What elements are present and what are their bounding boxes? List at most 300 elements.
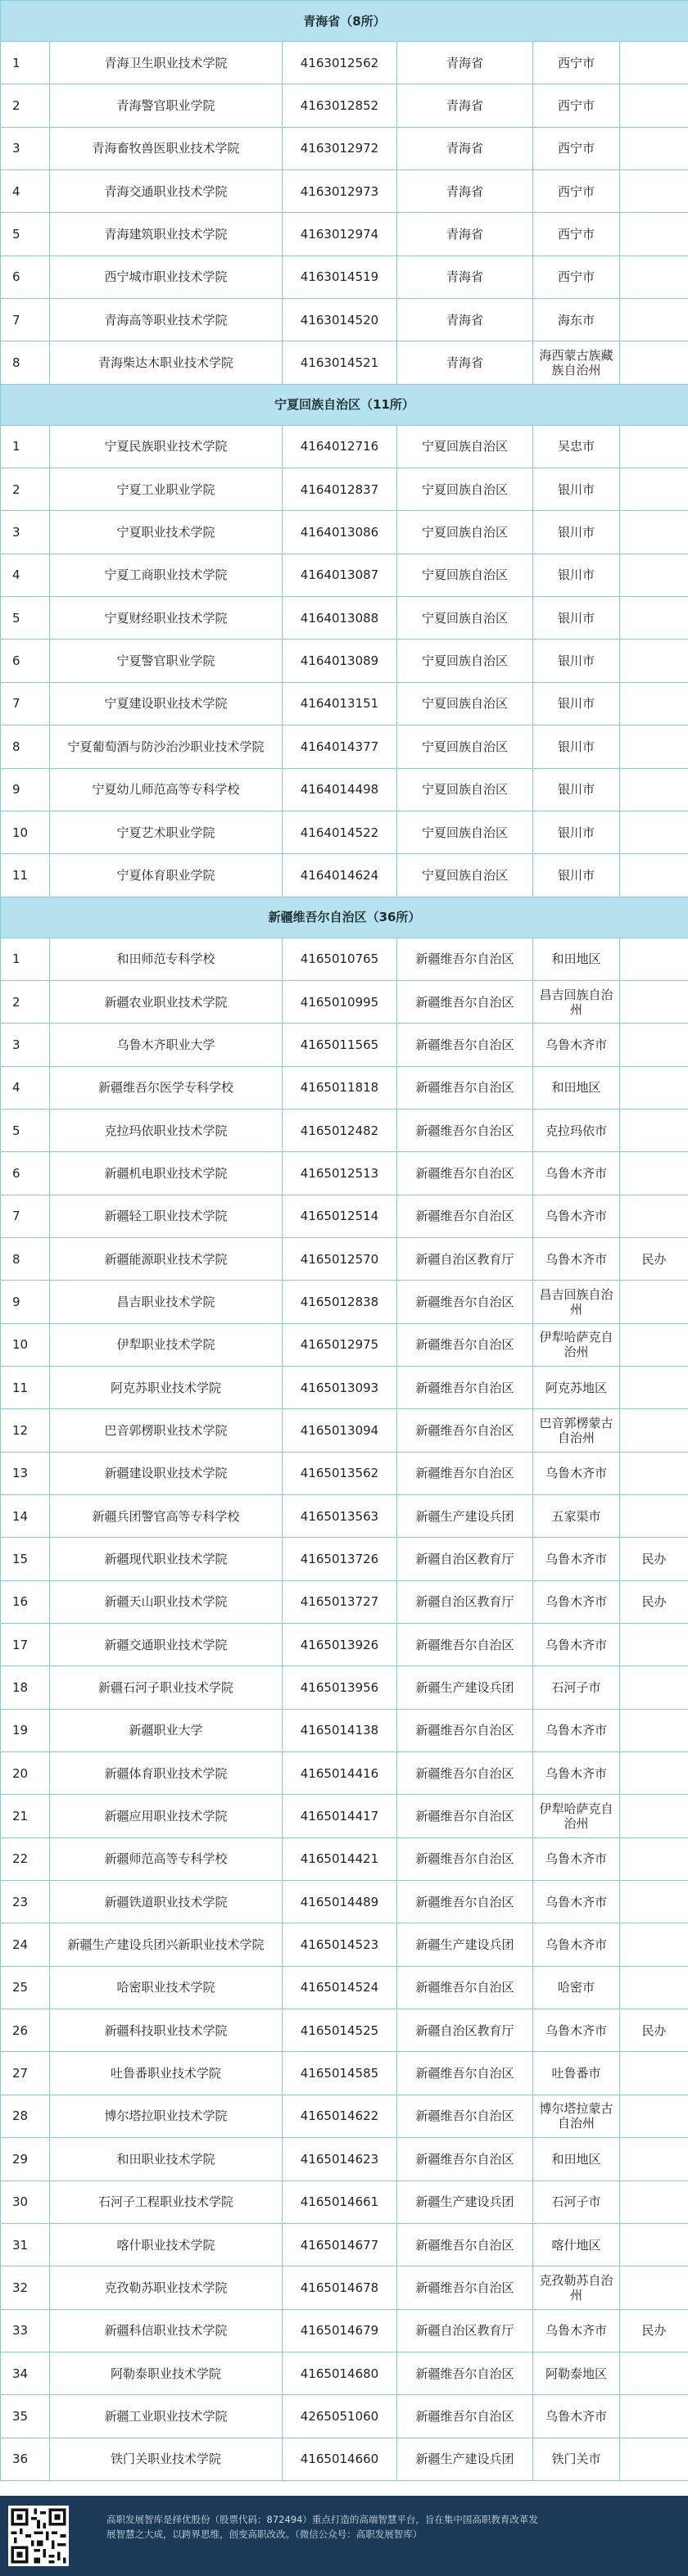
row-index-cell: 34	[1, 2352, 50, 2394]
row-index-cell: 11	[1, 854, 50, 897]
table-row	[1, 255, 688, 298]
table-row	[1, 1237, 688, 1280]
college-name-cell: 新疆维吾尔医学专科学校	[50, 1066, 283, 1109]
city-cell: 乌鲁木齐市	[533, 1538, 620, 1580]
note-cell	[620, 1195, 688, 1237]
note-cell	[620, 1323, 688, 1366]
table-row	[1, 1452, 688, 1494]
city-cell: 伊犁哈萨克自治州	[533, 1323, 620, 1366]
authority-cell: 新疆维吾尔自治区	[397, 1795, 533, 1837]
city-cell: 乌鲁木齐市	[533, 2009, 620, 2052]
college-code-cell: 4164012837	[283, 468, 397, 511]
college-code-cell: 4165014678	[283, 2266, 397, 2309]
note-cell	[620, 1837, 688, 1880]
college-code-cell: 4163012974	[283, 213, 397, 255]
note-cell: 民办	[620, 1580, 688, 1623]
city-cell: 昌吉回族自治州	[533, 1281, 620, 1323]
authority-cell: 新疆自治区教育厅	[397, 1538, 533, 1580]
row-index-cell: 11	[1, 1366, 50, 1408]
college-code-cell: 4163012973	[283, 170, 397, 213]
authority-cell: 宁夏回族自治区	[397, 725, 533, 768]
table-row	[1, 1323, 688, 1366]
city-cell: 乌鲁木齐市	[533, 1152, 620, 1195]
authority-cell: 青海省	[397, 170, 533, 213]
table-row	[1, 639, 688, 682]
note-cell	[620, 1281, 688, 1323]
college-name-cell: 宁夏民族职业技术学院	[50, 425, 283, 468]
city-cell: 伊犁哈萨克自治州	[533, 1795, 620, 1837]
row-index-cell: 19	[1, 1709, 50, 1751]
college-name-cell: 宁夏工业职业学院	[50, 468, 283, 511]
row-index-cell: 33	[1, 2309, 50, 2352]
authority-cell: 新疆维吾尔自治区	[397, 1409, 533, 1452]
note-cell	[620, 980, 688, 1023]
city-cell: 银川市	[533, 682, 620, 725]
college-name-cell: 新疆交通职业技术学院	[50, 1624, 283, 1666]
college-code-cell: 4165013726	[283, 1538, 397, 1580]
college-name-cell: 新疆体育职业技术学院	[50, 1752, 283, 1795]
college-code-cell: 4164012716	[283, 425, 397, 468]
college-name-cell: 新疆兵团警官高等专科学校	[50, 1495, 283, 1538]
row-index-cell: 1	[1, 938, 50, 980]
city-cell: 和田地区	[533, 1066, 620, 1109]
table-row	[1, 1024, 688, 1066]
college-code-cell: 4165012975	[283, 1323, 397, 1366]
note-cell	[620, 2438, 688, 2480]
college-name-cell: 新疆生产建设兵团兴新职业技术学院	[50, 1923, 283, 1966]
authority-cell: 青海省	[397, 84, 533, 127]
table-row	[1, 2266, 688, 2309]
city-cell: 五家渠市	[533, 1495, 620, 1538]
note-cell	[620, 1366, 688, 1408]
city-cell: 乌鲁木齐市	[533, 1837, 620, 1880]
authority-cell: 新疆维吾尔自治区	[397, 1109, 533, 1151]
authority-cell: 青海省	[397, 255, 533, 298]
table-row	[1, 2095, 688, 2137]
authority-cell: 新疆生产建设兵团	[397, 1666, 533, 1709]
college-name-cell: 铁门关职业技术学院	[50, 2438, 283, 2480]
note-cell	[620, 554, 688, 596]
table-row	[1, 299, 688, 341]
college-name-cell: 青海卫生职业技术学院	[50, 42, 283, 84]
table-row	[1, 1538, 688, 1580]
city-cell: 吴忠市	[533, 425, 620, 468]
college-code-cell: 4164013088	[283, 597, 397, 639]
city-cell: 哈密市	[533, 1966, 620, 2009]
college-name-cell: 昌吉职业技术学院	[50, 1281, 283, 1323]
college-code-cell: 4165014416	[283, 1752, 397, 1795]
college-code-cell: 4163012562	[283, 42, 397, 84]
note-cell: 民办	[620, 1237, 688, 1280]
city-cell: 银川市	[533, 725, 620, 768]
note-cell	[620, 1624, 688, 1666]
footer-line-2: 展智慧之大成，以跨界思维，创变高职改改。（微信公众号：高职发展智库）	[106, 2529, 423, 2540]
authority-cell: 新疆维吾尔自治区	[397, 2395, 533, 2438]
table-row	[1, 1109, 688, 1151]
college-name-cell: 新疆能源职业技术学院	[50, 1237, 283, 1280]
college-name-cell: 宁夏工商职业技术学院	[50, 554, 283, 596]
city-cell: 阿克苏地区	[533, 1366, 620, 1408]
note-cell	[620, 1152, 688, 1195]
college-name-cell: 新疆应用职业技术学院	[50, 1795, 283, 1837]
note-cell	[620, 127, 688, 169]
city-cell: 银川市	[533, 468, 620, 511]
city-cell: 西宁市	[533, 170, 620, 213]
authority-cell: 新疆自治区教育厅	[397, 2309, 533, 2352]
authority-cell: 宁夏回族自治区	[397, 468, 533, 511]
note-cell	[620, 1709, 688, 1751]
college-name-cell: 青海畜牧兽医职业技术学院	[50, 127, 283, 169]
college-code-cell: 4165013956	[283, 1666, 397, 1709]
row-index-cell: 36	[1, 2438, 50, 2480]
note-cell	[620, 597, 688, 639]
table-row	[1, 425, 688, 468]
row-index-cell: 9	[1, 768, 50, 811]
note-cell	[620, 1109, 688, 1151]
authority-cell: 新疆维吾尔自治区	[397, 1152, 533, 1195]
city-cell: 西宁市	[533, 127, 620, 169]
city-cell: 和田地区	[533, 2138, 620, 2181]
note-cell	[620, 1795, 688, 1837]
college-code-cell: 4165010765	[283, 938, 397, 980]
college-name-cell: 宁夏警官职业学院	[50, 639, 283, 682]
city-cell: 西宁市	[533, 255, 620, 298]
authority-cell: 新疆生产建设兵团	[397, 1923, 533, 1966]
note-cell	[620, 1923, 688, 1966]
table-row	[1, 1281, 688, 1323]
row-index-cell: 1	[1, 425, 50, 468]
college-code-cell: 4165014661	[283, 2181, 397, 2223]
city-cell: 阿勒泰地区	[533, 2352, 620, 2394]
city-cell: 银川市	[533, 511, 620, 554]
college-code-cell: 4163014519	[283, 255, 397, 298]
college-code-cell: 4165014417	[283, 1795, 397, 1837]
note-cell	[620, 341, 688, 384]
city-cell: 乌鲁木齐市	[533, 1709, 620, 1751]
table-row	[1, 2181, 688, 2223]
note-cell	[620, 42, 688, 84]
note-cell	[620, 2395, 688, 2438]
college-code-cell: 4165013094	[283, 1409, 397, 1452]
note-cell	[620, 1881, 688, 1923]
table-row	[1, 1923, 688, 1966]
college-name-cell: 新疆建设职业技术学院	[50, 1452, 283, 1494]
table-row	[1, 1666, 688, 1709]
city-cell: 西宁市	[533, 42, 620, 84]
row-index-cell: 4	[1, 170, 50, 213]
authority-cell: 宁夏回族自治区	[397, 554, 533, 596]
college-code-cell: 4164014498	[283, 768, 397, 811]
college-code-cell: 4163012972	[283, 127, 397, 169]
row-index-cell: 8	[1, 725, 50, 768]
college-code-cell: 4165011565	[283, 1024, 397, 1066]
row-index-cell: 3	[1, 1024, 50, 1066]
college-code-cell: 4163014520	[283, 299, 397, 341]
note-cell	[620, 639, 688, 682]
college-code-cell: 4165013926	[283, 1624, 397, 1666]
authority-cell: 新疆维吾尔自治区	[397, 1881, 533, 1923]
note-cell	[620, 854, 688, 897]
college-code-cell: 4165014585	[283, 2052, 397, 2095]
note-cell	[620, 2352, 688, 2394]
college-code-cell: 4165013562	[283, 1452, 397, 1494]
college-code-cell: 4165014660	[283, 2438, 397, 2480]
note-cell	[620, 725, 688, 768]
row-index-cell: 3	[1, 127, 50, 169]
college-code-cell: 4163012852	[283, 84, 397, 127]
college-code-cell: 4165010995	[283, 980, 397, 1023]
row-index-cell: 7	[1, 1195, 50, 1237]
footer-text	[106, 2512, 680, 2542]
college-name-cell: 和田师范专科学校	[50, 938, 283, 980]
note-cell	[620, 2181, 688, 2223]
table-row	[1, 768, 688, 811]
authority-cell: 青海省	[397, 299, 533, 341]
college-name-cell: 新疆农业职业技术学院	[50, 980, 283, 1023]
table-row	[1, 1152, 688, 1195]
college-code-cell: 4165014523	[283, 1923, 397, 1966]
note-cell	[620, 1452, 688, 1494]
college-name-cell: 石河子工程职业技术学院	[50, 2181, 283, 2223]
row-index-cell: 6	[1, 639, 50, 682]
table-row	[1, 511, 688, 554]
row-index-cell: 25	[1, 1966, 50, 2009]
college-name-cell: 和田职业技术学院	[50, 2138, 283, 2181]
table-row	[1, 213, 688, 255]
row-index-cell: 2	[1, 84, 50, 127]
table-row	[1, 1881, 688, 1923]
table-row	[1, 682, 688, 725]
authority-cell: 宁夏回族自治区	[397, 768, 533, 811]
authority-cell: 新疆维吾尔自治区	[397, 1323, 533, 1366]
city-cell: 银川市	[533, 639, 620, 682]
college-code-cell: 4165012514	[283, 1195, 397, 1237]
college-code-cell: 4165014421	[283, 1837, 397, 1880]
authority-cell: 新疆维吾尔自治区	[397, 938, 533, 980]
college-name-cell: 阿克苏职业技术学院	[50, 1366, 283, 1408]
row-index-cell: 7	[1, 299, 50, 341]
city-cell: 乌鲁木齐市	[533, 1624, 620, 1666]
college-name-cell: 新疆科信职业技术学院	[50, 2309, 283, 2352]
college-name-cell: 哈密职业技术学院	[50, 1966, 283, 2009]
table-row	[1, 1495, 688, 1538]
authority-cell: 新疆维吾尔自治区	[397, 980, 533, 1023]
city-cell: 海西蒙古族藏族自治州	[533, 341, 620, 384]
college-name-cell: 宁夏葡萄酒与防沙治沙职业技术学院	[50, 725, 283, 768]
table-row	[1, 2052, 688, 2095]
college-code-cell: 4165013727	[283, 1580, 397, 1623]
row-index-cell: 5	[1, 597, 50, 639]
authority-cell: 新疆维吾尔自治区	[397, 1195, 533, 1237]
row-index-cell: 7	[1, 682, 50, 725]
note-cell	[620, 2095, 688, 2137]
section-header-row	[1, 384, 688, 425]
authority-cell: 新疆维吾尔自治区	[397, 2223, 533, 2266]
college-name-cell: 巴音郭楞职业技术学院	[50, 1409, 283, 1452]
authority-cell: 新疆维吾尔自治区	[397, 1624, 533, 1666]
note-cell	[620, 2138, 688, 2181]
college-name-cell: 新疆天山职业技术学院	[50, 1580, 283, 1623]
city-cell: 银川市	[533, 597, 620, 639]
footer-banner	[0, 2496, 688, 2576]
authority-cell: 宁夏回族自治区	[397, 639, 533, 682]
city-cell: 乌鲁木齐市	[533, 2309, 620, 2352]
row-index-cell: 35	[1, 2395, 50, 2438]
table-row	[1, 2009, 688, 2052]
city-cell: 海东市	[533, 299, 620, 341]
table-row	[1, 1066, 688, 1109]
row-index-cell: 4	[1, 554, 50, 596]
table-row	[1, 597, 688, 639]
college-code-cell: 4164013087	[283, 554, 397, 596]
table-row	[1, 2223, 688, 2266]
college-name-cell: 吐鲁番职业技术学院	[50, 2052, 283, 2095]
college-code-cell: 4165014622	[283, 2095, 397, 2137]
authority-cell: 新疆维吾尔自治区	[397, 2138, 533, 2181]
row-index-cell: 10	[1, 1323, 50, 1366]
college-name-cell: 博尔塔拉职业技术学院	[50, 2095, 283, 2137]
row-index-cell: 9	[1, 1281, 50, 1323]
table-row	[1, 127, 688, 169]
authority-cell: 新疆维吾尔自治区	[397, 1452, 533, 1494]
authority-cell: 青海省	[397, 341, 533, 384]
note-cell: 民办	[620, 2009, 688, 2052]
college-name-cell: 青海高等职业技术学院	[50, 299, 283, 341]
row-index-cell: 18	[1, 1666, 50, 1709]
city-cell: 博尔塔拉蒙古自治州	[533, 2095, 620, 2137]
authority-cell: 宁夏回族自治区	[397, 811, 533, 853]
table-row	[1, 1966, 688, 2009]
section-title: 新疆维吾尔自治区（36所）	[1, 897, 688, 938]
city-cell: 乌鲁木齐市	[533, 1195, 620, 1237]
row-index-cell: 26	[1, 2009, 50, 2052]
row-index-cell: 13	[1, 1452, 50, 1494]
row-index-cell: 29	[1, 2138, 50, 2181]
note-cell	[620, 2266, 688, 2309]
authority-cell: 新疆维吾尔自治区	[397, 1837, 533, 1880]
college-name-cell: 伊犁职业技术学院	[50, 1323, 283, 1366]
table-row	[1, 980, 688, 1023]
row-index-cell: 8	[1, 341, 50, 384]
table-row	[1, 1409, 688, 1452]
city-cell: 乌鲁木齐市	[533, 1881, 620, 1923]
college-name-cell: 新疆铁道职业技术学院	[50, 1881, 283, 1923]
college-code-cell: 4165012838	[283, 1281, 397, 1323]
college-code-cell: 4165014677	[283, 2223, 397, 2266]
college-name-cell: 新疆机电职业技术学院	[50, 1152, 283, 1195]
authority-cell: 青海省	[397, 213, 533, 255]
table-row	[1, 1752, 688, 1795]
row-index-cell: 20	[1, 1752, 50, 1795]
table-row	[1, 42, 688, 84]
authority-cell: 新疆维吾尔自治区	[397, 2052, 533, 2095]
city-cell: 克拉玛依市	[533, 1109, 620, 1151]
authority-cell: 新疆维吾尔自治区	[397, 1366, 533, 1408]
city-cell: 石河子市	[533, 1666, 620, 1709]
city-cell: 石河子市	[533, 2181, 620, 2223]
note-cell	[620, 938, 688, 980]
college-name-cell: 新疆师范高等专科学校	[50, 1837, 283, 1880]
row-index-cell: 3	[1, 511, 50, 554]
college-code-cell: 4165014489	[283, 1881, 397, 1923]
college-code-cell: 4165014623	[283, 2138, 397, 2181]
college-code-cell: 4163014521	[283, 341, 397, 384]
note-cell	[620, 811, 688, 853]
city-cell: 西宁市	[533, 213, 620, 255]
college-name-cell: 宁夏职业技术学院	[50, 511, 283, 554]
college-code-cell: 4164013086	[283, 511, 397, 554]
table-row	[1, 1195, 688, 1237]
note-cell	[620, 1409, 688, 1452]
section-header-row	[1, 1, 688, 42]
authority-cell: 新疆维吾尔自治区	[397, 1024, 533, 1066]
table-row	[1, 2438, 688, 2480]
note-cell	[620, 468, 688, 511]
authority-cell: 新疆维吾尔自治区	[397, 1281, 533, 1323]
college-name-cell: 宁夏体育职业学院	[50, 854, 283, 897]
college-name-cell: 新疆石河子职业技术学院	[50, 1666, 283, 1709]
table-row	[1, 1795, 688, 1837]
city-cell: 银川市	[533, 768, 620, 811]
authority-cell: 新疆自治区教育厅	[397, 1580, 533, 1623]
college-name-cell: 阿勒泰职业技术学院	[50, 2352, 283, 2394]
note-cell	[620, 1495, 688, 1538]
college-name-cell: 宁夏财经职业技术学院	[50, 597, 283, 639]
authority-cell: 宁夏回族自治区	[397, 425, 533, 468]
row-index-cell: 17	[1, 1624, 50, 1666]
college-name-cell: 克孜勒苏职业技术学院	[50, 2266, 283, 2309]
note-cell	[620, 213, 688, 255]
note-cell	[620, 1024, 688, 1066]
authority-cell: 宁夏回族自治区	[397, 854, 533, 897]
college-code-cell: 4164014377	[283, 725, 397, 768]
note-cell	[620, 299, 688, 341]
table-row	[1, 2352, 688, 2394]
section-header-row	[1, 897, 688, 938]
city-cell: 昌吉回族自治州	[533, 980, 620, 1023]
note-cell	[620, 1666, 688, 1709]
section-title: 青海省（8所）	[1, 1, 688, 42]
college-code-cell: 4165013563	[283, 1495, 397, 1538]
row-index-cell: 16	[1, 1580, 50, 1623]
college-code-cell: 4165014524	[283, 1966, 397, 2009]
college-code-cell: 4265051060	[283, 2395, 397, 2438]
footer-line-1: 高职发展智库是择优股份（股票代码：872494）重点打造的高端智慧平台，旨在集中国高职教育改革发	[106, 2514, 538, 2525]
table-row	[1, 2138, 688, 2181]
college-name-cell: 新疆科技职业技术学院	[50, 2009, 283, 2052]
college-name-cell: 喀什职业技术学院	[50, 2223, 283, 2266]
table-row	[1, 1366, 688, 1408]
table-row	[1, 170, 688, 213]
college-name-cell: 克拉玛依职业技术学院	[50, 1109, 283, 1151]
note-cell	[620, 511, 688, 554]
note-cell	[620, 255, 688, 298]
row-index-cell: 4	[1, 1066, 50, 1109]
qr-code-icon	[8, 2506, 69, 2566]
authority-cell: 新疆自治区教育厅	[397, 2009, 533, 2052]
row-index-cell: 2	[1, 468, 50, 511]
note-cell	[620, 768, 688, 811]
row-index-cell: 5	[1, 213, 50, 255]
city-cell: 乌鲁木齐市	[533, 2395, 620, 2438]
note-cell: 民办	[620, 1538, 688, 1580]
college-name-cell: 青海警官职业学院	[50, 84, 283, 127]
authority-cell: 青海省	[397, 42, 533, 84]
row-index-cell: 2	[1, 980, 50, 1023]
authority-cell: 新疆维吾尔自治区	[397, 2266, 533, 2309]
city-cell: 乌鲁木齐市	[533, 1580, 620, 1623]
college-code-cell: 4165013093	[283, 1366, 397, 1408]
